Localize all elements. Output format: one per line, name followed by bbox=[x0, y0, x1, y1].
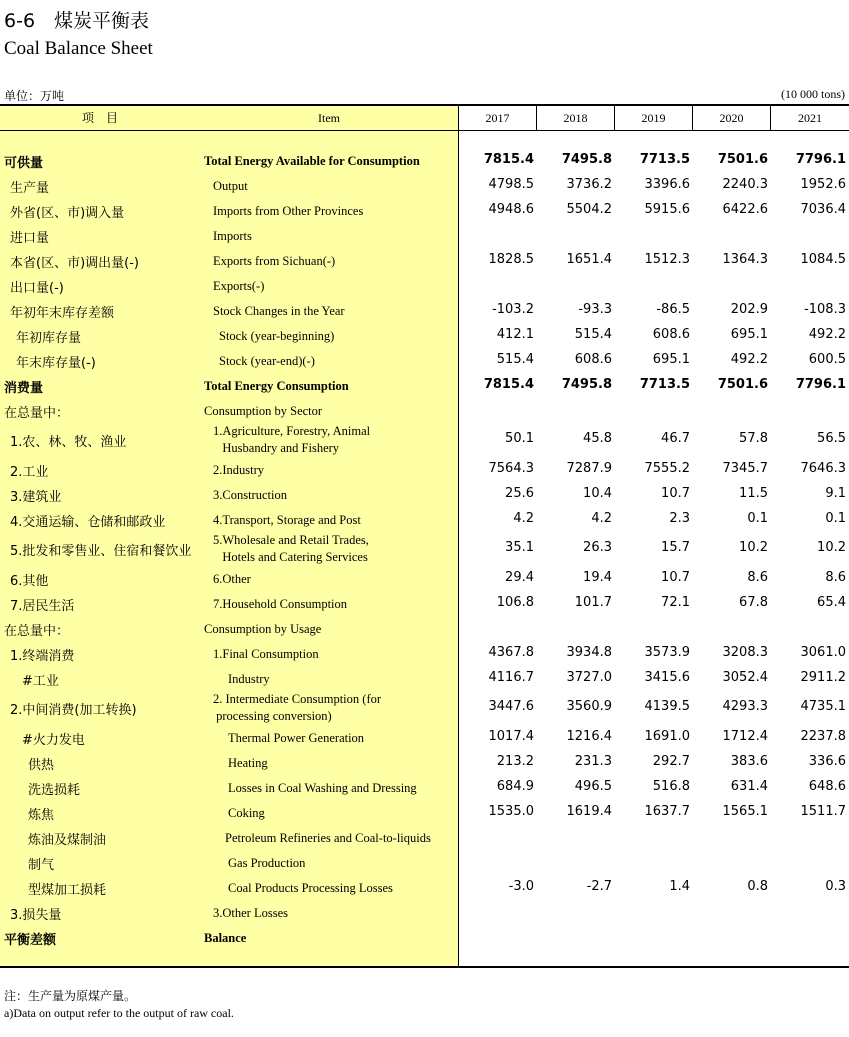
coal-balance-table bbox=[0, 104, 849, 968]
value-cell: 106.8 bbox=[496, 595, 534, 610]
value-cell: 65.4 bbox=[817, 595, 846, 610]
row-label-en: 5.Wholesale and Retail Trades, Hotels and Catering Services bbox=[213, 533, 369, 564]
value-cell: 72.1 bbox=[661, 595, 690, 610]
value-cell: -93.3 bbox=[578, 302, 612, 317]
value-cell: 35.1 bbox=[505, 540, 534, 555]
value-cell: 7713.5 bbox=[639, 377, 690, 392]
row-label-en: Consumption by Sector bbox=[204, 404, 323, 418]
row-label-cn: 年初库存量 bbox=[16, 331, 82, 346]
value-cell: 3727.0 bbox=[566, 670, 612, 685]
value-cell: 4367.8 bbox=[488, 645, 534, 660]
value-cell: 7287.9 bbox=[566, 461, 612, 476]
value-cell: 56.5 bbox=[817, 431, 846, 446]
row-label-cn: 年初年末库存差额 bbox=[10, 306, 115, 321]
value-cell: 11.5 bbox=[739, 486, 768, 501]
value-cell: 7345.7 bbox=[722, 461, 768, 476]
value-cell: 0.1 bbox=[825, 511, 846, 526]
row-label-cn: 1.终端消费 bbox=[10, 649, 75, 664]
row-label-en: Consumption by Usage bbox=[204, 622, 322, 636]
value-cell: 7815.4 bbox=[483, 377, 534, 392]
value-cell: 10.4 bbox=[583, 486, 612, 501]
row-label-en: Balance bbox=[204, 931, 247, 945]
value-cell: 1691.0 bbox=[644, 729, 690, 744]
value-cell: 1565.1 bbox=[722, 804, 768, 819]
row-label-cn: 进口量 bbox=[10, 231, 50, 246]
row-label-en: Imports from Other Provinces bbox=[213, 204, 364, 218]
row-label-en: Stock (year-beginning) bbox=[219, 329, 335, 343]
value-cell: 1017.4 bbox=[488, 729, 534, 744]
row-label-cn: 供热 bbox=[28, 758, 55, 773]
row-label-en: 2. Intermediate Consumption (for processing conversion) bbox=[213, 692, 382, 723]
value-cell: 0.1 bbox=[747, 511, 768, 526]
value-cell: 10.2 bbox=[817, 540, 846, 555]
row-label-en: Coal Products Processing Losses bbox=[228, 881, 393, 895]
unit-label-en: (10 000 tons) bbox=[781, 87, 845, 101]
value-cell: 600.5 bbox=[808, 352, 846, 367]
value-cell: 7713.5 bbox=[639, 152, 690, 167]
row-label-cn: 炼焦 bbox=[28, 808, 55, 823]
row-label-cn: 洗选损耗 bbox=[28, 783, 81, 798]
row-label-en: Petroleum Refineries and Coal-to-liquids bbox=[225, 831, 431, 845]
row-label-en: 1.Final Consumption bbox=[213, 647, 319, 661]
unit-label-cn: 单位：万吨 bbox=[4, 89, 65, 103]
value-cell: 3396.6 bbox=[644, 177, 690, 192]
value-cell: 608.6 bbox=[574, 352, 612, 367]
value-cell: 7564.3 bbox=[488, 461, 534, 476]
value-cell: 1828.5 bbox=[488, 252, 534, 267]
value-cell: 292.7 bbox=[652, 754, 690, 769]
value-cell: 10.7 bbox=[661, 486, 690, 501]
header-year: 2019 bbox=[641, 111, 666, 125]
row-label-en: Stock Changes in the Year bbox=[213, 304, 345, 318]
row-label-en: Total Energy Consumption bbox=[204, 379, 349, 393]
value-cell: 4116.7 bbox=[488, 670, 534, 685]
value-cell: -2.7 bbox=[586, 879, 612, 894]
row-label-cn: 4.交通运输、仓储和邮政业 bbox=[10, 515, 166, 530]
value-cell: 45.8 bbox=[583, 431, 612, 446]
value-cell: 7646.3 bbox=[800, 461, 846, 476]
value-cell: 2237.8 bbox=[800, 729, 846, 744]
row-label-en: Industry bbox=[228, 672, 270, 686]
column-divider bbox=[458, 104, 459, 968]
value-cell: 2911.2 bbox=[800, 670, 846, 685]
value-cell: 7036.4 bbox=[800, 202, 846, 217]
value-cell: 1952.6 bbox=[800, 177, 846, 192]
row-label-cn: 平衡差额 bbox=[4, 933, 57, 948]
value-cell: 8.6 bbox=[747, 570, 768, 585]
row-label-cn: 可供量 bbox=[4, 156, 44, 171]
value-cell: 0.8 bbox=[747, 879, 768, 894]
value-cell: 15.7 bbox=[661, 540, 690, 555]
page-title-en: Coal Balance Sheet bbox=[4, 38, 153, 59]
row-label-en: Coking bbox=[228, 806, 265, 820]
row-label-cn: 生产量 bbox=[10, 181, 50, 196]
value-cell: 4139.5 bbox=[644, 699, 690, 714]
row-label-en: Exports(-) bbox=[213, 279, 265, 293]
value-cell: 0.3 bbox=[825, 879, 846, 894]
value-cell: 4948.6 bbox=[488, 202, 534, 217]
value-cell: 2.3 bbox=[669, 511, 690, 526]
value-cell: 412.1 bbox=[496, 327, 534, 342]
value-cell: 3061.0 bbox=[800, 645, 846, 660]
row-label-cn: 型煤加工损耗 bbox=[28, 883, 107, 898]
row-label-en: 6.Other bbox=[213, 572, 251, 586]
row-label-cn: 7.居民生活 bbox=[10, 599, 75, 614]
row-label-cn: 1.农、林、牧、渔业 bbox=[10, 435, 127, 450]
value-cell: 4293.3 bbox=[722, 699, 768, 714]
value-cell: 684.9 bbox=[496, 779, 534, 794]
row-label-en: 1.Agriculture, Forestry, Animal Husbandry and Fishery bbox=[213, 424, 371, 455]
row-label-cn: #火力发电 bbox=[22, 733, 85, 748]
value-cell: 3736.2 bbox=[566, 177, 612, 192]
value-cell: 50.1 bbox=[505, 431, 534, 446]
value-cell: 9.1 bbox=[825, 486, 846, 501]
value-cell: 5915.6 bbox=[644, 202, 690, 217]
row-label-cn: 制气 bbox=[28, 858, 55, 873]
row-label-cn: 3.建筑业 bbox=[10, 490, 62, 505]
value-cell: 3415.6 bbox=[644, 670, 690, 685]
row-label-en: Imports bbox=[213, 229, 252, 243]
value-cell: 1619.4 bbox=[566, 804, 612, 819]
value-cell: -103.2 bbox=[492, 302, 534, 317]
row-label-cn: 年末库存量(-) bbox=[16, 356, 96, 371]
row-label-cn: 3.损失量 bbox=[10, 908, 62, 923]
value-cell: 336.6 bbox=[808, 754, 846, 769]
value-cell: 231.3 bbox=[574, 754, 612, 769]
value-cell: 57.8 bbox=[739, 431, 768, 446]
row-label-en: Output bbox=[213, 179, 248, 193]
row-label-en: 3.Construction bbox=[213, 488, 287, 502]
header-item-en: Item bbox=[318, 111, 340, 125]
value-cell: 5504.2 bbox=[566, 202, 612, 217]
value-cell: 19.4 bbox=[583, 570, 612, 585]
value-cell: 46.7 bbox=[661, 431, 690, 446]
value-cell: 29.4 bbox=[505, 570, 534, 585]
row-label-cn: 出口量(-) bbox=[10, 281, 64, 296]
page-title-cn: 6-6 煤炭平衡表 bbox=[4, 10, 150, 32]
value-cell: 67.8 bbox=[739, 595, 768, 610]
value-cell: 1511.7 bbox=[800, 804, 846, 819]
row-label-cn: 5.批发和零售业、住宿和餐饮业 bbox=[10, 544, 192, 559]
value-cell: -108.3 bbox=[804, 302, 846, 317]
value-cell: 631.4 bbox=[730, 779, 768, 794]
row-label-en: 4.Transport, Storage and Post bbox=[213, 513, 361, 527]
header-year: 2018 bbox=[563, 111, 588, 125]
row-label-cn: 炼油及煤制油 bbox=[28, 833, 107, 848]
row-label-en: Gas Production bbox=[228, 856, 306, 870]
value-cell: 10.7 bbox=[661, 570, 690, 585]
value-cell: 26.3 bbox=[583, 540, 612, 555]
value-cell: 7815.4 bbox=[483, 152, 534, 167]
row-label-en: Heating bbox=[228, 756, 268, 770]
row-label-en: 2.Industry bbox=[213, 463, 265, 477]
value-cell: 1084.5 bbox=[800, 252, 846, 267]
row-label-en: Total Energy Available for Consumption bbox=[204, 154, 420, 168]
header-year: 2017 bbox=[485, 111, 510, 125]
footnote-cn: 注：生产量为原煤产量。 bbox=[4, 989, 137, 1003]
row-label-en: Thermal Power Generation bbox=[228, 731, 365, 745]
value-cell: 516.8 bbox=[652, 779, 690, 794]
value-cell: 515.4 bbox=[574, 327, 612, 342]
value-cell: 6422.6 bbox=[722, 202, 768, 217]
row-label-cn: 外省(区、市)调入量 bbox=[10, 206, 125, 221]
value-cell: 1512.3 bbox=[644, 252, 690, 267]
value-cell: 496.5 bbox=[574, 779, 612, 794]
value-cell: 4735.1 bbox=[800, 699, 846, 714]
value-cell: 695.1 bbox=[652, 352, 690, 367]
header-year: 2021 bbox=[798, 111, 822, 125]
value-cell: -86.5 bbox=[656, 302, 690, 317]
table-bottom-rule bbox=[0, 966, 849, 968]
value-cell: 1637.7 bbox=[644, 804, 690, 819]
value-cell: 492.2 bbox=[808, 327, 846, 342]
row-label-en: Losses in Coal Washing and Dressing bbox=[228, 781, 417, 795]
value-cell: 101.7 bbox=[574, 595, 612, 610]
row-label-cn: 在总量中： bbox=[4, 624, 70, 639]
row-label-cn: 2.中间消费(加工转换) bbox=[10, 703, 137, 718]
value-cell: 648.6 bbox=[808, 779, 846, 794]
row-label-en: Exports from Sichuan(-) bbox=[213, 254, 336, 268]
row-label-cn: 消费量 bbox=[4, 381, 44, 396]
value-cell: 608.6 bbox=[652, 327, 690, 342]
row-label-en: 7.Household Consumption bbox=[213, 597, 348, 611]
value-cell: 8.6 bbox=[825, 570, 846, 585]
value-cell: 1535.0 bbox=[488, 804, 534, 819]
value-cell: 3560.9 bbox=[566, 699, 612, 714]
row-label-en: 3.Other Losses bbox=[213, 906, 288, 920]
value-cell: 383.6 bbox=[730, 754, 768, 769]
row-label-cn: 6.其他 bbox=[10, 574, 49, 589]
value-cell: 1651.4 bbox=[566, 252, 612, 267]
value-cell: 7796.1 bbox=[795, 152, 846, 167]
value-cell: 7555.2 bbox=[644, 461, 690, 476]
value-cell: 1216.4 bbox=[566, 729, 612, 744]
value-cell: 213.2 bbox=[496, 754, 534, 769]
value-cell: 3208.3 bbox=[722, 645, 768, 660]
value-cell: 25.6 bbox=[505, 486, 534, 501]
value-cell: 4.2 bbox=[591, 511, 612, 526]
value-cell: 202.9 bbox=[730, 302, 768, 317]
value-cell: 1712.4 bbox=[722, 729, 768, 744]
value-cell: 3573.9 bbox=[644, 645, 690, 660]
header-rule bbox=[0, 130, 849, 131]
value-cell: 7501.6 bbox=[717, 377, 768, 392]
value-cell: 695.1 bbox=[730, 327, 768, 342]
value-cell: 4798.5 bbox=[488, 177, 534, 192]
value-cell: 492.2 bbox=[730, 352, 768, 367]
value-cell: 7495.8 bbox=[561, 152, 612, 167]
row-label-cn: #工业 bbox=[22, 674, 59, 689]
header-item-cn: 项 目 bbox=[81, 111, 118, 125]
footnote-en: a)Data on output refer to the output of raw coal. bbox=[4, 1006, 234, 1020]
row-label-cn: 在总量中： bbox=[4, 406, 70, 421]
value-cell: 7796.1 bbox=[795, 377, 846, 392]
value-cell: 1364.3 bbox=[722, 252, 768, 267]
value-cell: -3.0 bbox=[508, 879, 534, 894]
value-cell: 7495.8 bbox=[561, 377, 612, 392]
value-cell: 3052.4 bbox=[722, 670, 768, 685]
row-label-cn: 本省(区、市)调出量(-) bbox=[10, 256, 139, 271]
value-cell: 2240.3 bbox=[722, 177, 768, 192]
row-label-cn: 2.工业 bbox=[10, 465, 49, 480]
value-cell: 4.2 bbox=[513, 511, 534, 526]
value-cell: 515.4 bbox=[496, 352, 534, 367]
value-cell: 1.4 bbox=[669, 879, 690, 894]
value-cell: 7501.6 bbox=[717, 152, 768, 167]
value-cell: 3447.6 bbox=[488, 699, 534, 714]
value-cell: 3934.8 bbox=[566, 645, 612, 660]
value-cell: 10.2 bbox=[739, 540, 768, 555]
row-label-en: Stock (year-end)(-) bbox=[219, 354, 315, 368]
header-year: 2020 bbox=[719, 111, 744, 125]
